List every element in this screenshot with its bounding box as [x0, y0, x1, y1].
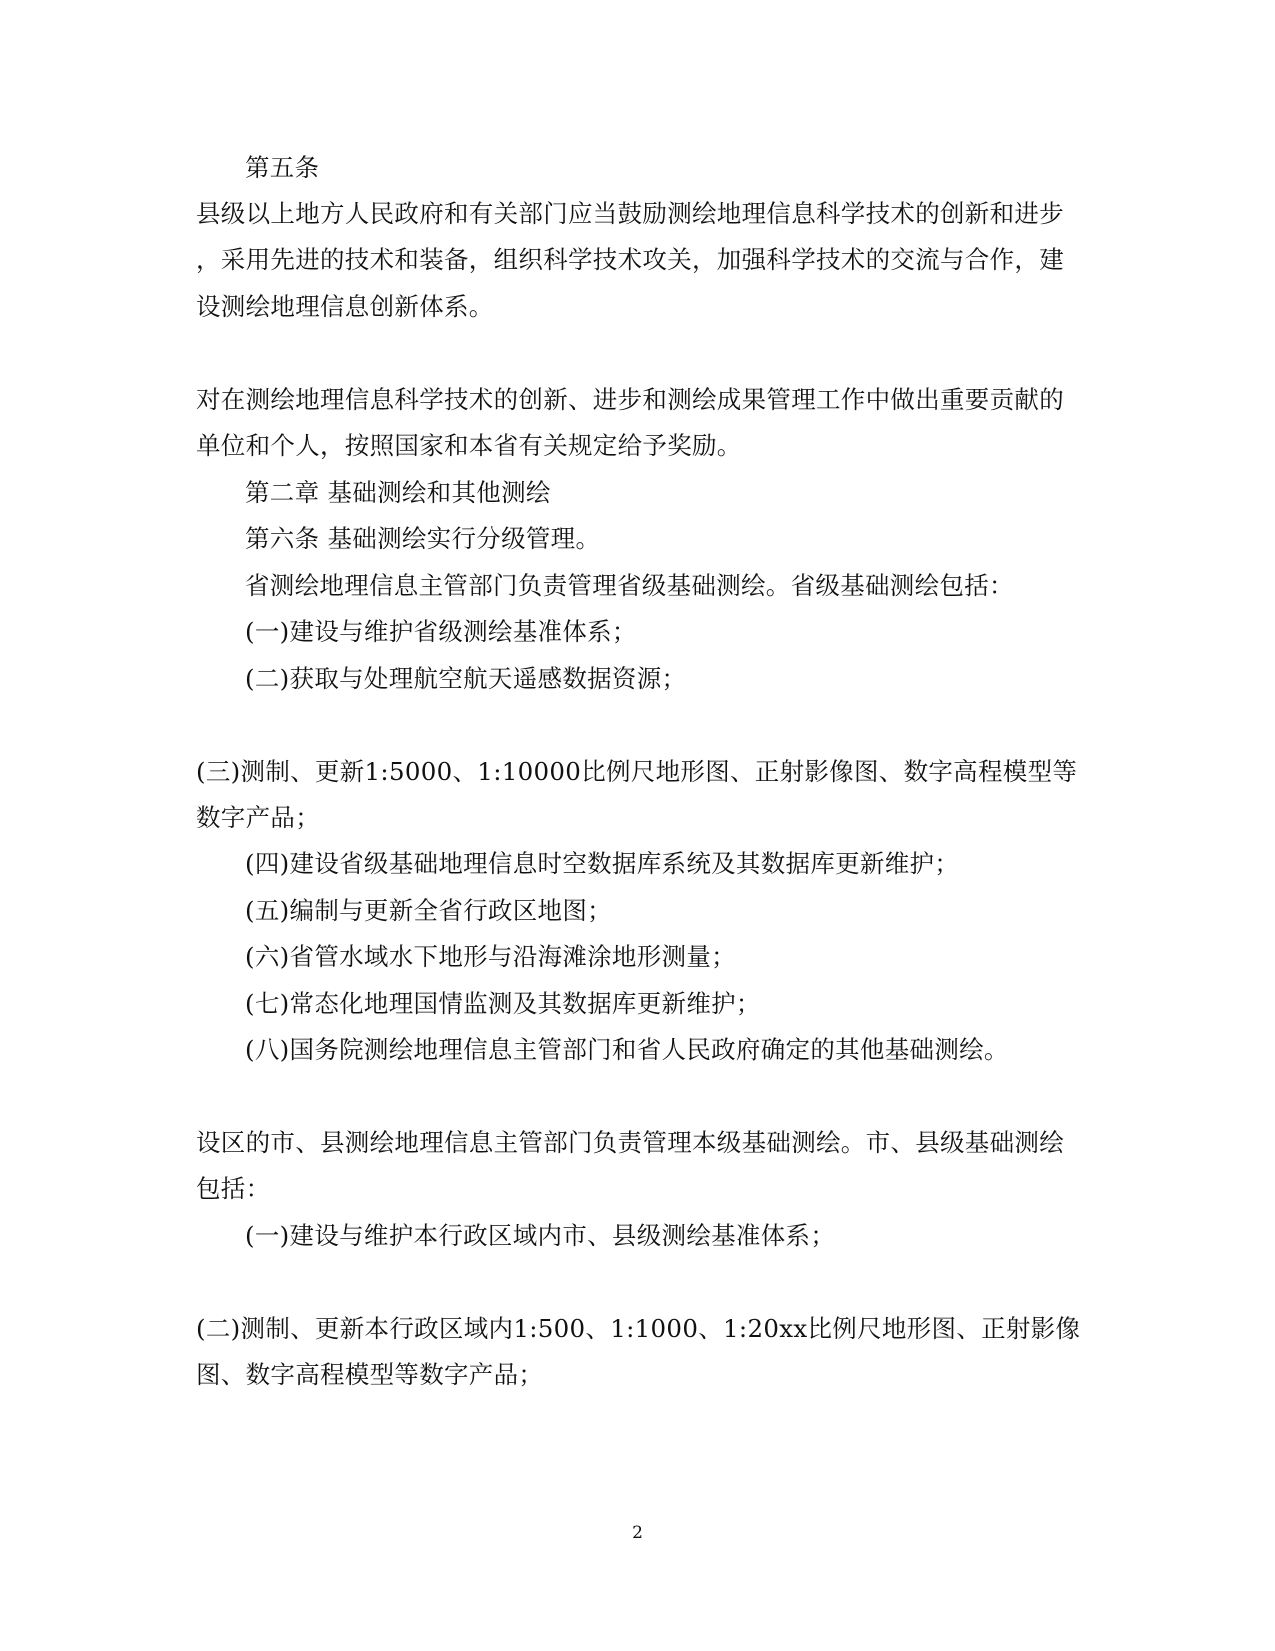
paragraph-line: 设测绘地理信息创新体系。 — [196, 292, 494, 321]
page-number: 2 — [632, 1523, 643, 1543]
paragraph-line: ，采用先进的技术和装备，组织科学技术攻关，加强科学技术的交流与合作，建 — [196, 245, 1064, 274]
paragraph-line: 单位和个人，按照国家和本省有关规定给予奖励。 — [196, 431, 742, 460]
list-item: (七)常态化地理国情监测及其数据库更新维护； — [245, 989, 761, 1018]
paragraph-line: 设区的市、县测绘地理信息主管部门负责管理本级基础测绘。市、县级基础测绘 — [196, 1128, 1064, 1157]
paragraph-line: 省测绘地理信息主管部门负责管理省级基础测绘。省级基础测绘包括： — [245, 571, 1014, 600]
list-item: (一)建设与维护省级测绘基准体系； — [245, 617, 637, 646]
list-item-continuation: 数字产品； — [196, 803, 320, 832]
list-item: (二)获取与处理航空航天遥感数据资源； — [245, 664, 687, 693]
list-item: (二)测制、更新本行政区域内1:500、1:1000、1:20xx比例尺地形图、正射影像 — [196, 1314, 1081, 1343]
article-5-heading: 第五条 — [245, 153, 320, 182]
paragraph-line: 包括： — [196, 1174, 271, 1203]
list-item: (八)国务院测绘地理信息主管部门和省人民政府确定的其他基础测绘。 — [245, 1035, 1009, 1064]
list-item: (六)省管水域水下地形与沿海滩涂地形测量； — [245, 942, 736, 971]
chapter-2-heading: 第二章 基础测绘和其他测绘 — [245, 478, 551, 507]
paragraph-line: 对在测绘地理信息科学技术的创新、进步和测绘成果管理工作中做出重要贡献的 — [196, 385, 1064, 414]
list-item: (一)建设与维护本行政区域内市、县级测绘基准体系； — [245, 1221, 836, 1250]
paragraph-line: 县级以上地方人民政府和有关部门应当鼓励测绘地理信息科学技术的创新和进步 — [196, 199, 1064, 228]
list-item-continuation: 图、数字高程模型等数字产品； — [196, 1360, 544, 1389]
list-item: (五)编制与更新全省行政区地图； — [245, 896, 612, 925]
list-item: (三)测制、更新1:5000、1:10000比例尺地形图、正射影像图、数字高程模型等 — [196, 757, 1078, 786]
article-6-heading: 第六条 基础测绘实行分级管理。 — [245, 524, 601, 553]
list-item: (四)建设省级基础地理信息时空数据库系统及其数据库更新维护； — [245, 849, 960, 878]
